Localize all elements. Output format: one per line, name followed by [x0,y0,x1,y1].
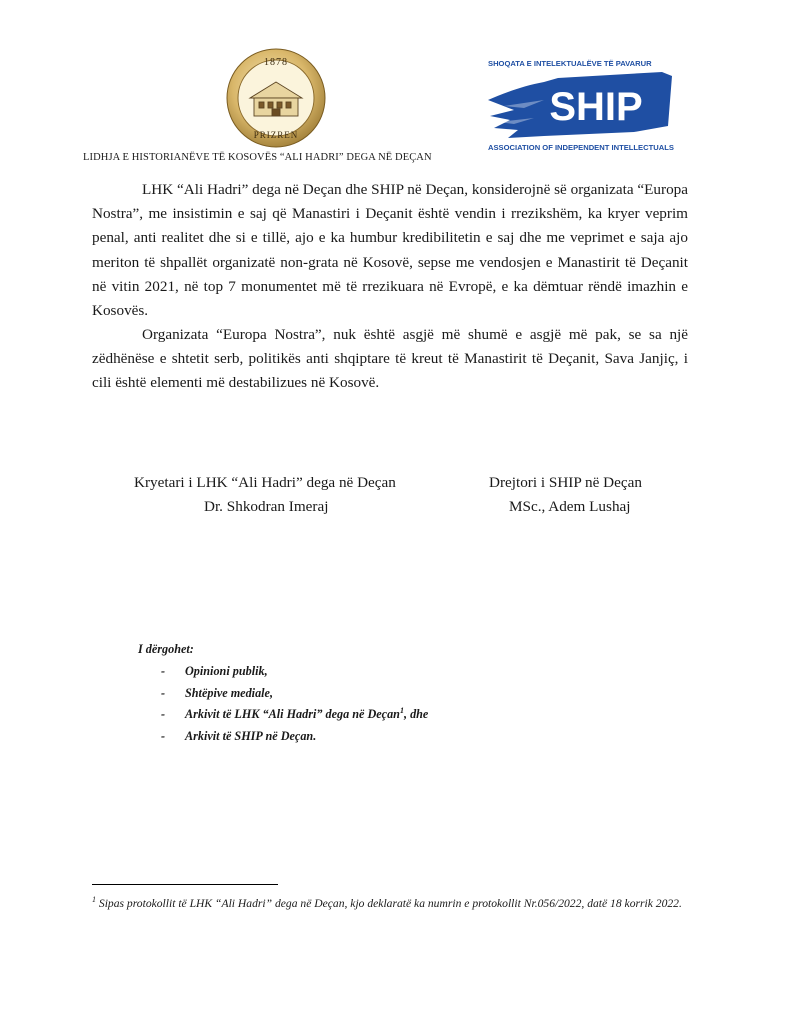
footnote [92,895,692,912]
ship-acronym: SHIP [549,85,643,129]
ship-director-name: MSc., Adem Lushaj [509,498,631,515]
seal-year: 1878 [264,57,288,68]
list-bullet: - [161,686,166,700]
distribution-item-public-opinion: Opinioni publik, [185,664,268,678]
statement-paragraph-1: LHK “Ali Hadri” dega në Deçan dhe SHIP në Deçan, konsiderojnë së organizata “Europa Nostra”, me insistimin e saj që Manastiri i Deçanit është vendin i rrezikshëm, ka kryer veprim penal, anti realitet dhe si e tillë, ajo e ka humbur kredibilitetin e saj dhe me veprimet e saja ajo meriton të shpallët organizatë non-grata në Kosovë, sepse me vendosjen e Manastirit të Deçanit në vitin 2021, në top 7 monumentet më të rrezikuara në Evropë, e ka dëmtuar rëndë imazhin e Kosovës. [92,181,688,320]
distribution-heading: I dërgohet: [138,642,194,656]
list-bullet: - [161,707,166,721]
distribution-item-ship-archive: Arkivit të SHIP në Deçan. [185,729,317,743]
ship-full-name: SHOQATA E INTELEKTUALËVE TË PAVARUR [488,59,652,68]
footnote-text: Sipas protokollit të LHK “Ali Hadri” dega në Deçan, kjo deklaratë ka numrin e protokollit Nr.056/2022, datë 18 korrik 2022. [96,897,682,910]
footnote-mark: 1 [92,895,96,905]
statement-paragraph-2: Organizata “Europa Nostra”, nuk është asgjë më shumë e asgjë më pak, se sa një zëdhënëse e shtetit serb, politikës anti shqiptare të kreut të Manastirit të Deçanit, Sava Janjiç, i cili është elementi më destabilizues në Kosovë. [92,326,688,392]
seal-city: PRIZREN [253,130,299,140]
list-bullet: - [161,729,166,743]
distribution-item-media: Shtëpive mediale, [185,686,274,700]
footnote-reference[interactable]: 1 [399,705,404,715]
footnote-separator [92,884,278,885]
distribution-item-lhk-archive-suffix: , dhe [403,707,429,721]
lhk-organization-name: LIDHJA E HISTORIANËVE TË KOSOVËS “ALI HADRI” DEGA NË DEÇAN [83,152,432,163]
list-bullet: - [161,664,166,678]
ship-director-title: Drejtori i SHIP në Deçan [489,474,642,491]
lhk-seal-logo [226,48,326,148]
lhk-chair-title: Kryetari i LHK “Ali Hadri” dega në Deçan [134,474,396,491]
ship-english-name: ASSOCIATION OF INDEPENDENT INTELLECTUALS [488,143,674,152]
ship-logo [484,56,676,154]
distribution-item-lhk-archive-text: Arkivit të LHK “Ali Hadri” dega në Deçan [185,707,400,721]
distribution-item-lhk-archive [185,707,428,722]
lhk-chair-name: Dr. Shkodran Imeraj [204,498,329,515]
